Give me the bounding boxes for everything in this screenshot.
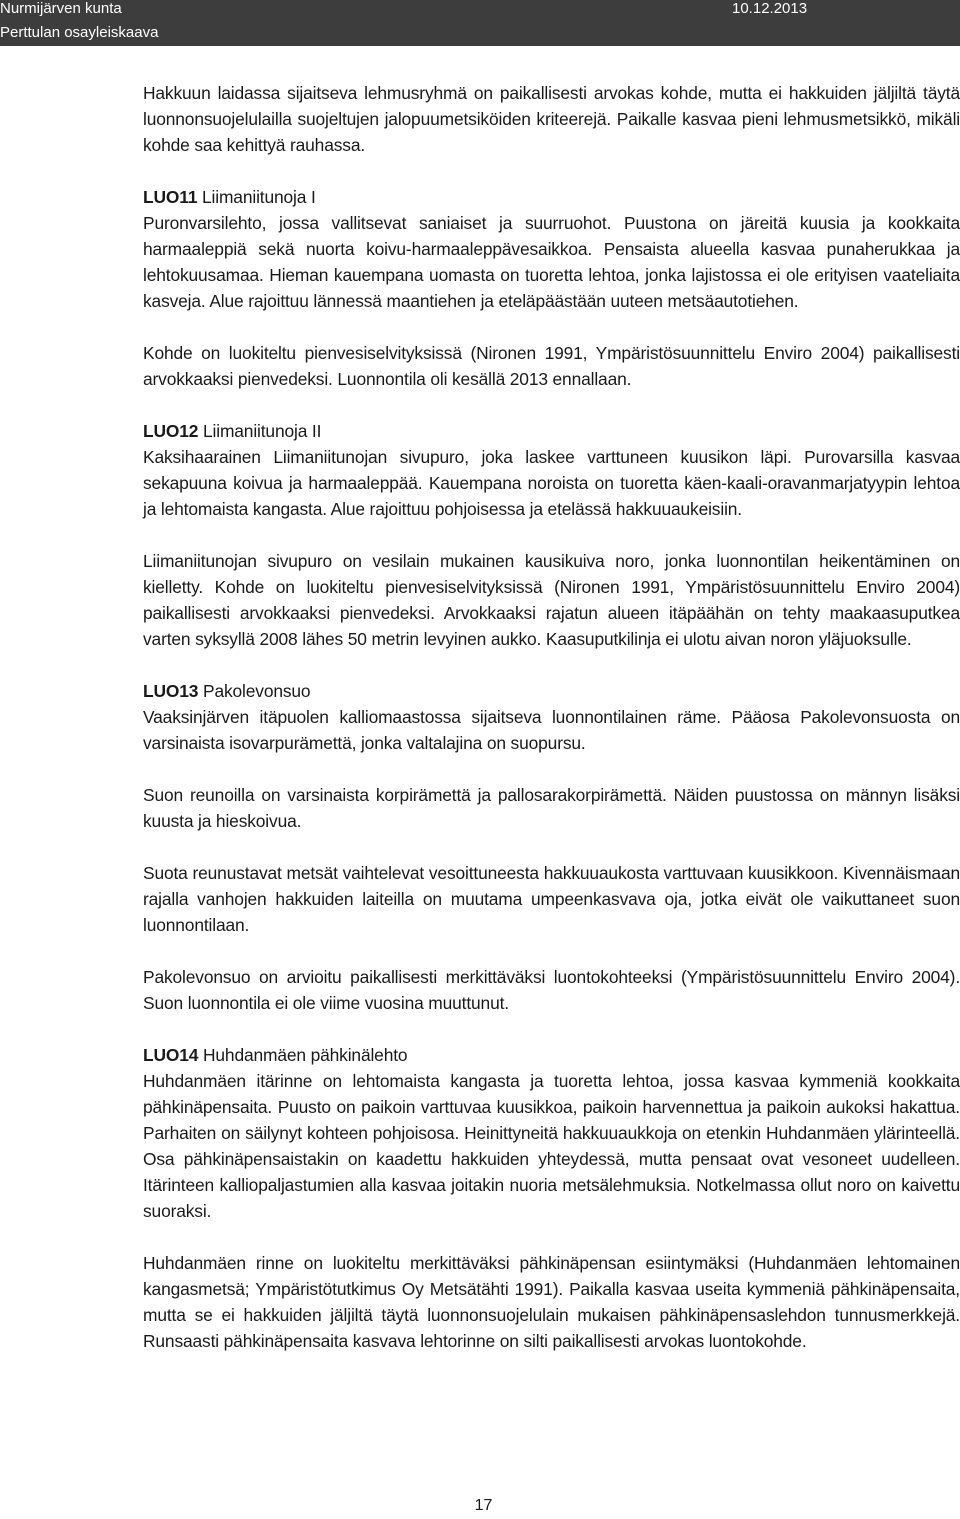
luo12-paragraph-2: Liimaniitunojan sivupuro on vesilain mukainen kausikuiva noro, jonka luonnontilan heikentäminen on kielletty. Kohde on luokiteltu pienvesiselvityksissä (Nironen 1991, Ympäristösuunnittelu Enviro 2004) paikallisesti arvokkaaksi pienvedeksi. Arvokkaaksi rajatun alueen itäpäähän on tehty maakaasuputkea varten syksyllä 2008 lähes 50 metrin levyinen aukko. Kaasuputkilinja ei ulotu aivan noron yläjuoksulle. (143, 551, 960, 649)
luo12-paragraph-1: Kaksihaarainen Liimaniitunojan sivupuro, joka laskee varttuneen kuusikon läpi. Purovarsilla kasvaa sekapuuna koivua ja harmaaleppää. Kauempana noroista on tuoretta käen-kaali-oravanmarjatyypin lehtoa ja lehtomaista kangasta. Alue rajoittuu pohjoisessa ja etelässä hakkuuaukeisiin. (143, 447, 960, 519)
luo11-paragraph-1: Puronvarsilehto, jossa vallitsevat saniaiset ja suurruohot. Puustona on järeitä kuusia ja kookkaita harmaaleppiä sekä nuorta koivu-harmaaleppävesaikkoa. Pensaista alueella kasvaa punaherukkaa ja lehtokuusamaa. Hieman kauempana uomasta on tuoretta lehtoa, jonka lajistossa ei ole erityisen vaateliaita kasveja. Alue rajoittuu lännessä maantiehen ja eteläpäästään uuteen metsäautotiehen. (143, 213, 960, 311)
luo12-code: LUO12 (143, 421, 199, 441)
luo14-section (143, 1042, 960, 1224)
luo11-paragraph-2: Kohde on luokiteltu pienvesiselvityksissä (Nironen 1991, Ympäristösuunnittelu Enviro 2004) paikallisesti arvokkaaksi pienvedeksi. Luonnontila oli kesällä 2013 ennallaan. (143, 343, 960, 389)
luo12-heading (143, 418, 960, 444)
header-date: 10.12.2013 (732, 0, 808, 17)
luo13-paragraph-3: Suota reunustavat metsät vaihtelevat vesoittuneesta hakkuuaukosta varttuvaan kuusikkoon. Kivennäismaan rajalla vanhojen hakkuiden laiteilla on muutama umpeenkasvava oja, jotka eivät ole vaikuttaneet suon luonnontilaan. (143, 863, 960, 935)
luo14-title: Huhdanmäen pähkinälehto (198, 1045, 408, 1065)
luo14-code: LUO14 (143, 1045, 199, 1065)
luo13-section (143, 678, 960, 756)
luo14-heading (143, 1042, 960, 1068)
luo11-title: Liimaniitunoja I (197, 187, 316, 207)
luo11-code: LUO11 (143, 187, 198, 207)
page-number-value: 17 (474, 1497, 493, 1514)
luo11-section (143, 184, 960, 314)
header-organization: Nurmijärven kunta (0, 0, 122, 17)
header-plan-name: Perttulan osayleiskaava (0, 24, 159, 41)
luo13-paragraph-4: Pakolevonsuo on arvioitu paikallisesti merkittäväksi luontokohteeksi (Ympäristösuunnittelu Enviro 2004). Suon luonnontila ei ole viime vuosina muuttunut. (143, 967, 960, 1013)
luo14-paragraph-2: Huhdanmäen rinne on luokiteltu merkittäväksi pähkinäpensan esiintymäksi (Huhdanmäen lehtomainen kangasmetsä; Ympäristötutkimus Oy Metsätähti 1991). Paikalla kasvaa useita kymmeniä pähkinäpensaita, mutta se ei hakkuiden jäljiltä täytä luonnonsuojelulain mukaisen pähkinäpensaslehdon tunnusmerkkejä. Runsaasti pähkinäpensaita kasvava lehtorinne on silti paikallisesti arvokas luontokohde. (143, 1253, 960, 1351)
luo14-paragraph-1: Huhdanmäen itärinne on lehtomaista kangasta ja tuoretta lehtoa, jossa kasvaa kymmeniä kookkaita pähkinäpensaita. Puusto on paikoin varttuvaa kuusikkoa, paikoin harvennettua ja paikoin aukoksi hakattua. Parhaiten on säilynyt kohteen pohjoisosa. Heinittyneitä hakkuuaukkoja on etenkin Huhdanmäen ylärinteellä. Osa pähkinäpensaistakin on kaadettu hakkuiden yhteydessä, mutta pensaat ovat vesoneet uudelleen. Itärinteen kalliopaljastumien alla kasvaa joitakin nuoria metsälehmuksia. Notkelmassa ollut noro on kaivettu suoraksi. (143, 1071, 960, 1221)
luo13-paragraph-1: Vaaksinjärven itäpuolen kalliomaastossa sijaitseva luonnontilainen räme. Pääosa Pakolevonsuosta on varsinaista isovarpurämettä, jonka valtalajina on suopursu. (143, 707, 960, 753)
luo13-paragraph-2: Suon reunoilla on varsinaista korpirämettä ja pallosarakorpirämettä. Näiden puustossa on männyn lisäksi kuusta ja hieskoivua. (143, 785, 960, 831)
luo12-section (143, 418, 960, 522)
luo13-heading (143, 678, 960, 704)
luo13-title: Pakolevonsuo (198, 681, 311, 701)
page-header (0, 0, 960, 46)
page-number (0, 1497, 960, 1515)
luo12-title: Liimaniitunoja II (198, 421, 322, 441)
luo13-code: LUO13 (143, 681, 199, 701)
document-body (143, 80, 960, 1380)
intro-paragraph: Hakkuun laidassa sijaitseva lehmusryhmä on paikallisesti arvokas kohde, mutta ei hakkuiden jäljiltä täytä luonnonsuojelulailla suojeltujen jalopuumetsiköiden kriteerejä. Paikalle kasvaa pieni lehmusmetsikkö, mikäli kohde saa kehittyä rauhassa. (143, 83, 960, 155)
luo11-heading (143, 184, 960, 210)
